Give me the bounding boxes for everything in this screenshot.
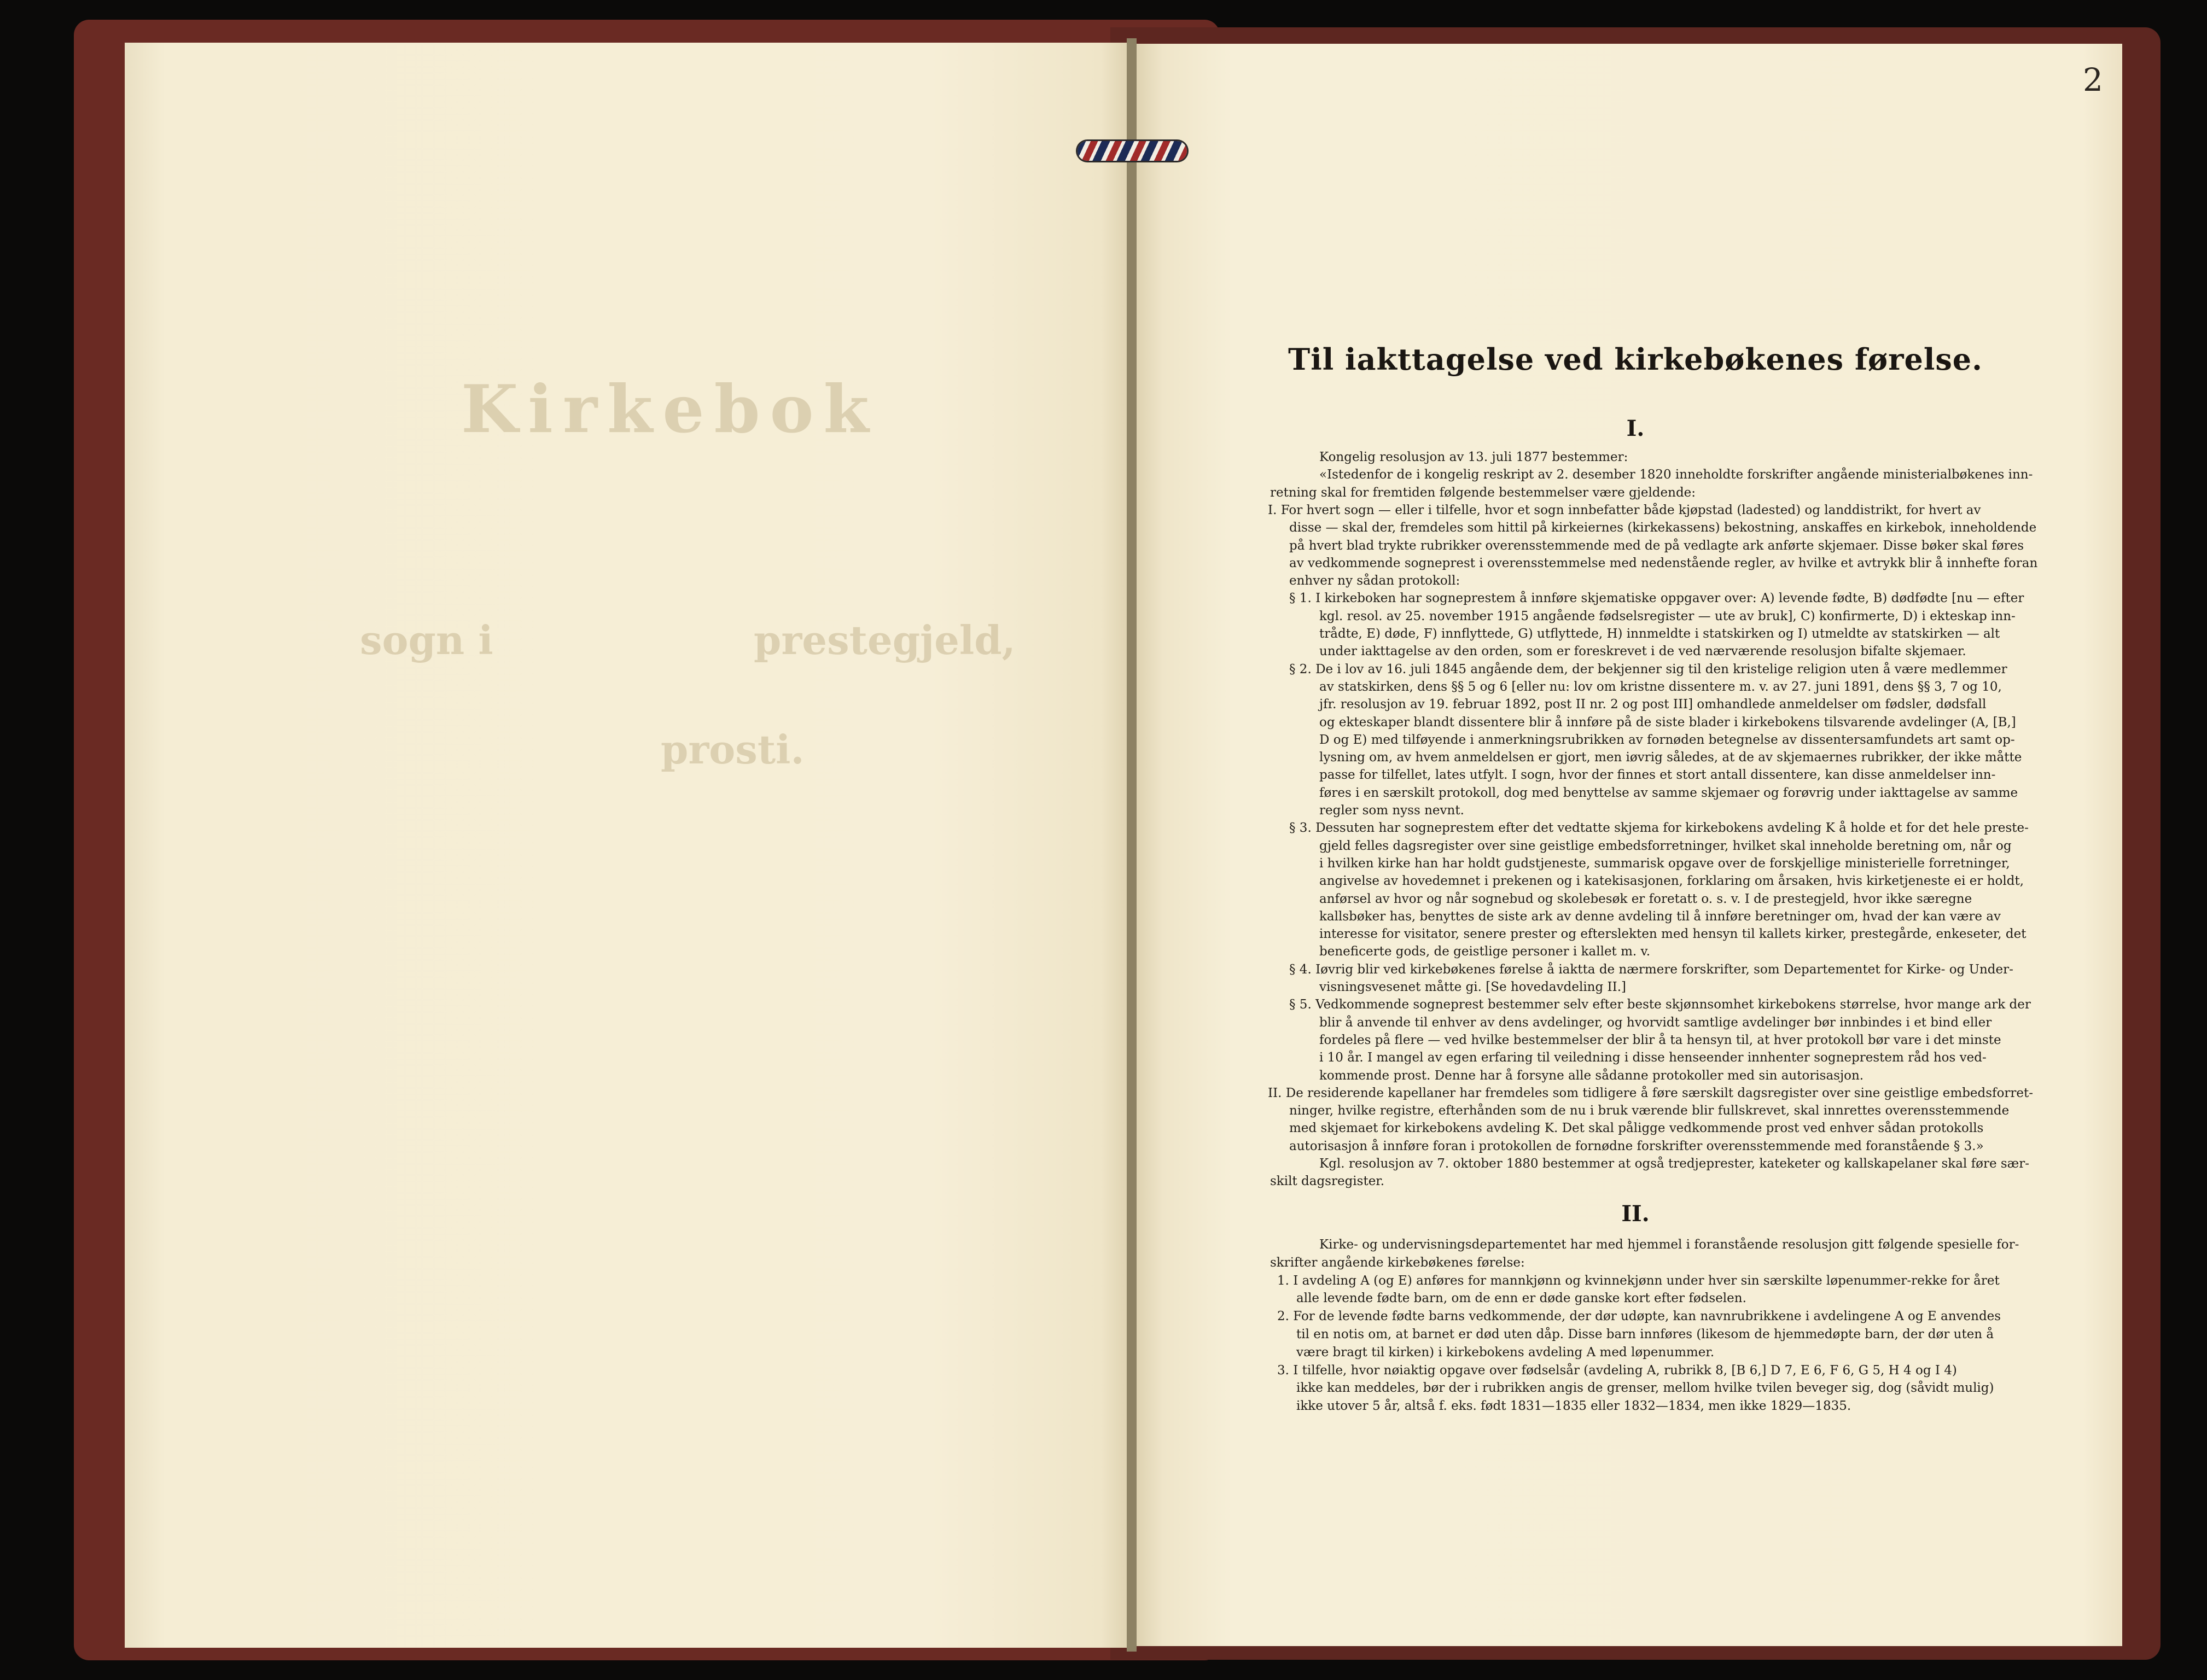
document-title: Til iakttagelse ved kirkebøkenes førelse. <box>1288 342 1983 377</box>
text-line: til en notis om, at barnet er død uten dåp. Disse barn innføres (likesom de hjemmedøpte barn, der dør uten å <box>1296 1327 1994 1341</box>
text-line: kgl. resol. av 25. november 1915 angående fødselsregister — ute av bruk], C) konfirmerte, D) i ekteskap inn- <box>1319 609 2016 623</box>
text-line: i hvilken kirke han har holdt gudstjeneste, summarisk opgave over de forskjellige ministerielle forretninger, <box>1319 856 2010 871</box>
binding-cord <box>1078 141 1187 161</box>
text-line: § 4. Iøvrig blir ved kirkebøkenes førelse å iaktta de nærmere forskrifter, som Departementet for Kirke- og Under- <box>1289 962 2013 977</box>
text-line: ikke kan meddeles, bør der i rubrikken angis de grenser, mellom hvilke tvilen beveger sig, dog (såvidt mulig) <box>1296 1381 1994 1396</box>
text-line: i 10 år. I mangel av egen erfaring til veiledning i disse henseender innhenter sogneprestem råd hos ved- <box>1319 1051 1987 1065</box>
text-line: føres i en særskilt protokoll, dog med benyttelse av samme skjemaer og forøvrig under iakttagelse av samme <box>1319 785 2018 800</box>
text-line: I. For hvert sogn — eller i tilfelle, hvor et sogn innbefatter både kjøpstad (ladested) og landdistrikt, for hvert av <box>1268 503 1981 517</box>
section-heading-1: I. <box>1626 416 1645 441</box>
text-line: jfr. resolusjon av 19. februar 1892, post II nr. 2 og post III] omhandlede anmeldelser om fødsler, dødsfall <box>1319 697 1987 712</box>
text-line: være bragt til kirken) i kirkebokens avdeling A med løpenummer. <box>1296 1345 1715 1360</box>
text-line: kallsbøker has, benyttes de siste ark av denne avdeling til å innføre beretninger om, hvad der kan være av <box>1319 909 2001 924</box>
text-line: 2. For de levende fødte barns vedkommende, der dør udøpte, kan navnrubrikkene i avdelingene A og E anvendes <box>1277 1309 2001 1324</box>
text-line: enhver ny sådan protokoll: <box>1289 574 1460 588</box>
ghost-title: Kirkebok <box>461 371 879 448</box>
text-line: på hvert blad trykte rubrikker overensstemmende med de på vedlagte ark anførte skjemaer. Disse bøker skal føres <box>1289 538 2024 553</box>
text-line: under iakttagelse av den orden, som er foreskrevet i de ved nærværende resolusjon bifalte skjemaer. <box>1319 644 1966 659</box>
text-line: lysning om, av hvem anmeldelsen er gjort, men iøvrig således, at de av skjemaernes rubrikker, der ikke måtte <box>1319 750 2022 765</box>
text-line: gjeld felles dagsregister over sine geistlige embedsforretninger, hvilket skal inneholde beretning om, når og <box>1319 838 2012 853</box>
text-line: visningsvesenet måtte gi. [Se hovedavdeling II.] <box>1319 980 1626 994</box>
text-line: ninger, hvilke registre, efterhånden som de nu i bruk værende blir fullskrevet, skal innrettes overensstemmende <box>1289 1104 2010 1118</box>
text-line: av vedkommende sogneprest i overensstemmelse med nedenstående regler, av hvilke et avtrykk blir å innhefte foran <box>1289 556 2038 570</box>
text-line: retning skal for fremtiden følgende bestemmelser være gjeldende: <box>1270 485 1696 500</box>
text-line: anførsel av hvor og når sognebud og skolebesøk er foretatt o. s. v. I de prestegjeld, hvor ikke særegne <box>1319 891 1972 906</box>
text-line: 1. I avdeling A (og E) anføres for mannkjønn og kvinnekjønn under hver sin særskilte løpenummer-rekke for året <box>1277 1273 2000 1288</box>
text-line: av statskirken, dens §§ 5 og 6 [eller nu: lov om kristne dissentere m. v. av 27. juni 1891, dens §§ 3, 7 og 10, <box>1319 679 2002 694</box>
text-line: ikke utover 5 år, altså f. eks. født 1831—1835 eller 1832—1834, men ikke 1829—1835. <box>1296 1399 1851 1414</box>
text-line: angivelse av hovedemnet i prekenen og i katekisasjonen, forklaring om årsaken, hvis kirketjeneste ei er holdt, <box>1319 874 2024 889</box>
text-line: disse — skal der, fremdeles som hittil på kirkeiernes (kirkekassens) bekostning, anskaffes en kirkebok, inneholdende <box>1289 521 2037 535</box>
text-line: og ekteskaper blandt dissentere blir å innføre på de siste blader i kirkebokens tilsvarende avdelinger (A, [B,] <box>1319 715 2016 730</box>
text-line: autorisasjon å innføre foran i protokollen de fornødne forskrifter overensstemmende med foranstående § 3.» <box>1289 1139 1984 1153</box>
text-line: 3. I tilfelle, hvor nøiaktig opgave over fødselsår (avdeling A, rubrikk 8, [B 6,] D 7, E 6, F 6, G 5, H 4 og I 4) <box>1277 1363 1957 1378</box>
left-page <box>125 43 1131 1648</box>
text-line: alle levende fødte barn, om de enn er døde ganske kort efter fødselen. <box>1296 1291 1746 1306</box>
text-line: § 3. Dessuten har sogneprestem efter det vedtatte skjema for kirkebokens avdeling K å holde et for det hele preste- <box>1289 821 2029 836</box>
ghost-prosti: prosti. <box>661 726 805 773</box>
text-line: II. De residerende kapellaner har fremdeles som tidligere å føre særskilt dagsregister over sine geistlige embedsforret- <box>1268 1086 2034 1100</box>
ghost-prestegjeld: prestegjeld, <box>754 617 1016 663</box>
text-line: interesse for visitator, senere prester og efterslekten med hensyn til kallets kirker, prestegårde, enkeseter, det <box>1319 927 2027 942</box>
text-line: D og E) med tilføyende i anmerkningsrubrikken av fornøden betegnelse av dissentersamfundets art samt op- <box>1319 732 2015 747</box>
text-line: fordeles på flere — ved hvilke bestemmelser der blir å ta hensyn til, at hver protokoll bør vare i det minste <box>1319 1032 2001 1047</box>
text-line: med skjemaet for kirkebokens avdeling K. Det skal påligge vedkommende prost ved enhver sådan protokolls <box>1289 1121 1984 1136</box>
text-line: passe for tilfellet, lates utfylt. I sogn, hvor der finnes et stort antall dissentere, kan disse anmeldelser inn- <box>1319 768 1996 783</box>
text-line: Kongelig resolusjon av 13. juli 1877 bestemmer: <box>1319 450 1628 464</box>
text-line: Kirke- og undervisningsdepartementet har med hjemmel i foranstående resolusjon gitt følgende spesielle for- <box>1319 1238 2019 1252</box>
text-line: skrifter angående kirkebøkenes førelse: <box>1270 1255 1525 1270</box>
text-line: beneficerte gods, de geistlige personer i kallet m. v. <box>1319 944 1651 959</box>
text-line: kommende prost. Denne har å forsyne alle sådanne protokoller med sin autorisasjon. <box>1319 1068 1864 1083</box>
text-line: Kgl. resolusjon av 7. oktober 1880 bestemmer at også tredjeprester, kateketer og kallskapelaner skal føre sær- <box>1319 1157 2030 1171</box>
ghost-sogn: sogn i <box>360 617 493 663</box>
text-line: skilt dagsregister. <box>1270 1174 1385 1189</box>
text-line: blir å anvende til enhver av dens avdelinger, og hvorvidt samtlige avdelinger bør innbindes i et bind eller <box>1319 1015 1992 1030</box>
text-line: regler som nyss nevnt. <box>1319 803 1464 818</box>
section-heading-2: II. <box>1621 1201 1650 1227</box>
text-line: «Istedenfor de i kongelig reskript av 2. desember 1820 inneholdte forskrifter angående ministerialbøkenes inn- <box>1319 468 2033 482</box>
text-line: § 1. I kirkeboken har sogneprestem å innføre skjematiske oppgaver over: A) levende fødte, B) dødfødte [nu — efter <box>1289 591 2024 606</box>
book-gutter <box>1127 38 1137 1652</box>
text-line: § 2. De i lov av 16. juli 1845 angående dem, der bekjenner sig til den kristelige religion uten å være medlemmer <box>1289 662 2007 676</box>
page-number: 2 <box>2083 61 2103 98</box>
text-line: trådte, E) døde, F) innflyttede, G) utflyttede, H) innmeldte i statskirken og I) utmeldte av statskirken — alt <box>1319 627 2000 641</box>
text-line: § 5. Vedkommende sogneprest bestemmer selv efter beste skjønnsomhet kirkebokens størrelse, hvor mange ark der <box>1289 998 2031 1012</box>
